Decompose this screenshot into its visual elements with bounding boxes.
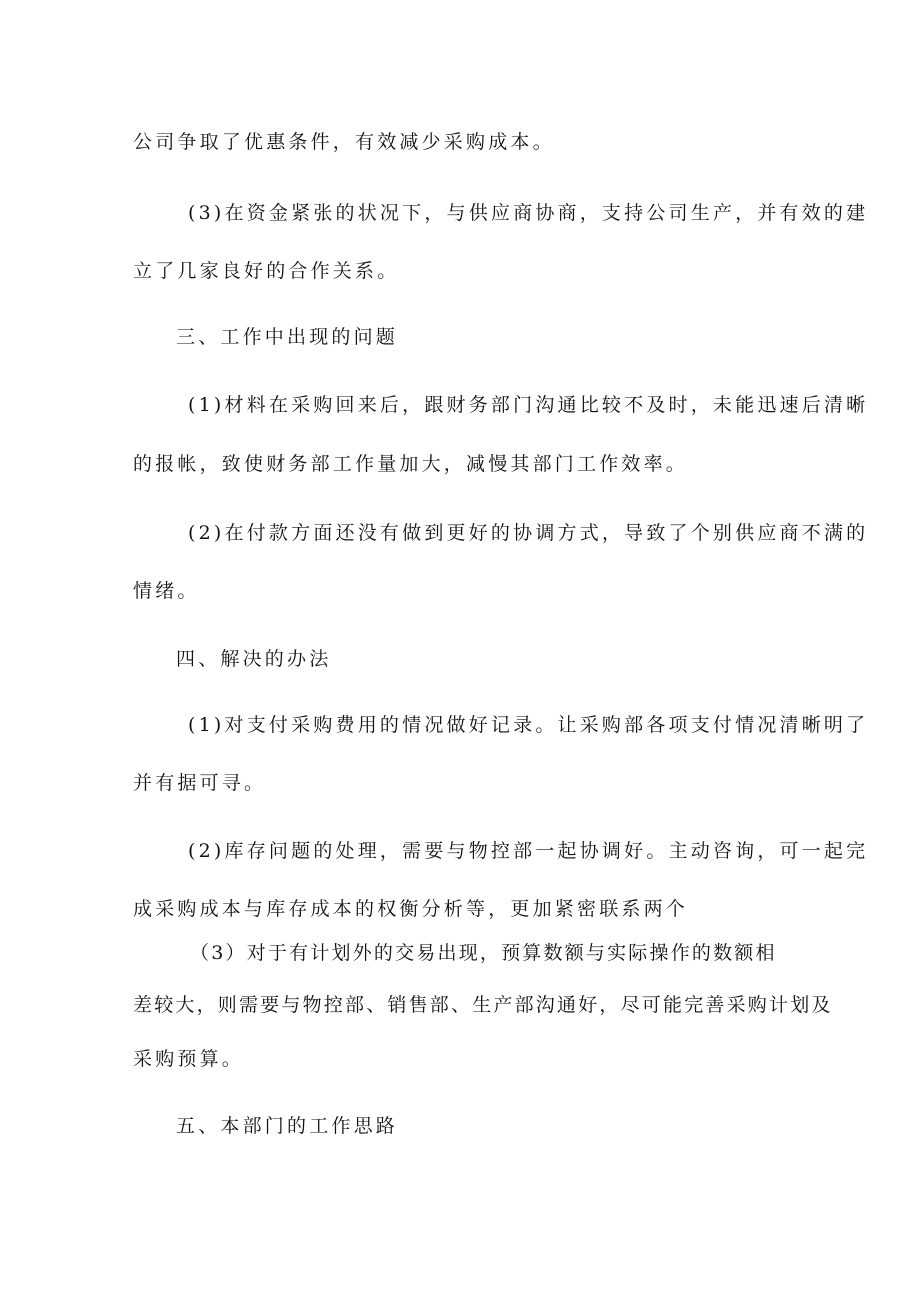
list-item-line: (2)在付款方面还没有做到更好的协调方式，导致了个别供应商不满的 [188, 522, 869, 544]
paragraph-line: 立了几家良好的合作关系。 [133, 260, 400, 282]
paragraph-line: 采购预算。 [133, 1048, 245, 1070]
paragraph-line: 差较大，则需要与物控部、销售部、生产部沟通好，尽可能完善采购计划及 [133, 994, 833, 1016]
section-heading: 五、本部门的工作思路 [176, 1115, 399, 1137]
list-item-line: (1)材料在采购回来后，跟财务部门沟通比较不及时，未能迅速后清晰 [188, 394, 869, 416]
section-heading: 三、工作中出现的问题 [176, 326, 399, 348]
list-item-line: (2)库存问题的处理，需要与物控部一起协调好。主动咨询，可一起完 [188, 840, 869, 862]
list-item-line: (1)对支付采购费用的情况做好记录。让采购部各项支付情况清晰明了 [188, 714, 869, 736]
paragraph-line: 情绪。 [133, 580, 200, 602]
list-item-line: （3）对于有计划外的交易出现，预算数额与实际操作的数额相 [190, 942, 777, 964]
paragraph-line: 并有据可寻。 [133, 772, 267, 794]
section-heading: 四、解决的办法 [176, 648, 332, 670]
paragraph-line: 的报帐，致使财务部工作量加大，减慢其部门工作效率。 [133, 453, 689, 475]
paragraph-line: 公司争取了优惠条件，有效减少采购成本。 [133, 131, 555, 153]
paragraph-line: 成采购成本与库存成本的权衡分析等，更加紧密联系两个 [133, 898, 689, 920]
list-item-line: (3)在资金紧张的状况下，与供应商协商，支持公司生产，并有效的建 [188, 202, 869, 224]
